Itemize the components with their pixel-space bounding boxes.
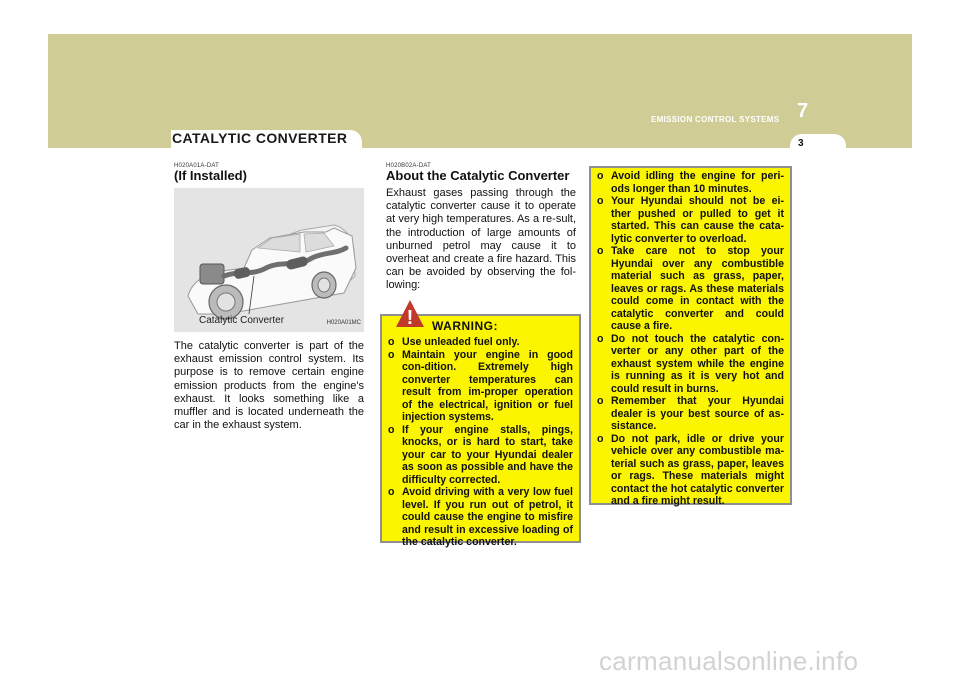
list-item-text: Avoid idling the engine for peri-ods longer than 10 minutes. [611, 170, 784, 195]
list-item-text: Maintain your engine in good con-dition. Extremely high converter temperatures can result from im-proper operation of the electrical, ignition or fuel injection systems. [402, 348, 573, 423]
list-item-text: Remember that your Hyundai dealer is your best source of as-sistance. [611, 395, 784, 432]
list-item-text: Do not park, idle or drive your vehicle over any combustible ma-terial such as grass, paper, leaves or rags. These materials might contact the hot catalytic converter and a fire might result. [611, 432, 784, 507]
precautions-box [589, 166, 792, 505]
watermark[interactable]: carmanualsonline.info [599, 646, 859, 676]
list-item [597, 333, 784, 396]
list-item [388, 349, 573, 424]
bullet-mark: o [597, 245, 604, 257]
list-item-text: Take care not to stop your Hyundai over any combustible material such as grass, paper, leaves or rags. As these materials could come in contact with the catalytic converter and could cause a fire. [611, 245, 784, 332]
list-item [597, 245, 784, 333]
page-number: 3 [798, 138, 804, 149]
list-item [388, 486, 573, 549]
list-item [388, 336, 573, 349]
list-item [597, 170, 784, 195]
section-code: H020B02A-DAT [386, 163, 431, 169]
catalytic-converter-figure [174, 188, 364, 332]
warning-box [380, 314, 581, 548]
list-item [388, 424, 573, 487]
bullet-mark: o [597, 432, 604, 445]
about-paragraph: Exhaust gases passing through the catalytic converter cause it to operate at very high temperatures. As a re-sult, the introduction of large amounts of unburned petrol may cause it to overheat and create a fire hazard. This can be avoided by observing the fol-lowing: [386, 187, 576, 292]
figure-caption: Catalytic Converter [199, 315, 285, 326]
list-item-text: If your engine stalls, pings, knocks, or is hard to start, take your car to your Hyundai dealer as soon as possible and have the difficulty corrected. [402, 423, 573, 486]
warning-title: WARNING: [432, 319, 498, 333]
precautions-list [597, 170, 784, 508]
bullet-mark: o [388, 348, 395, 361]
list-item-text: Your Hyundai should not be ei-ther pushed or pulled to get it started. This can cause the cata-lytic converter to overload. [611, 195, 784, 245]
bullet-mark: o [597, 332, 604, 345]
list-item [597, 395, 784, 433]
section-code: H020A01A-DAT [174, 163, 219, 169]
warning-exclamation-icon [395, 299, 425, 329]
list-item-text: Use unleaded fuel only. [402, 336, 520, 348]
bullet-mark: o [597, 395, 604, 407]
intro-paragraph: The catalytic converter is part of the exhaust emission control system. Its purpose is to remove certain engine emission products from the engine's exhaust. It looks something like a muffler and is located underneath the car in the exhaust system. [174, 340, 364, 432]
bullet-mark: o [597, 170, 604, 182]
car-illustration [174, 188, 364, 332]
bullet-mark: o [597, 195, 604, 207]
section-title: CATALYTIC CONVERTER [172, 130, 348, 146]
bullet-mark: o [388, 336, 395, 348]
section-heading: About the Catalytic Converter [386, 168, 570, 183]
chapter-number: 7 [797, 100, 809, 122]
section-heading: (If Installed) [174, 168, 247, 183]
list-item [597, 433, 784, 508]
list-item [597, 195, 784, 245]
list-item-text: Avoid driving with a very low fuel level. If you run out of petrol, it could cause the engine to misfire and result in excessive loading of the catalytic converter. [402, 486, 573, 548]
column-about [386, 163, 576, 293]
bullet-mark: o [388, 486, 395, 498]
list-item-text: Do not touch the catalytic con-verter or any other part of the exhaust system while the engine is running as it is very hot and could result in burns. [611, 332, 784, 395]
column-installed [174, 163, 364, 432]
bullet-mark: o [388, 423, 395, 436]
warning-icon-glyph: ! [406, 307, 414, 329]
figure-code: H020A01MC [326, 320, 361, 326]
chapter-title: EMISSION CONTROL SYSTEMS [651, 115, 780, 124]
warning-list [388, 336, 573, 549]
